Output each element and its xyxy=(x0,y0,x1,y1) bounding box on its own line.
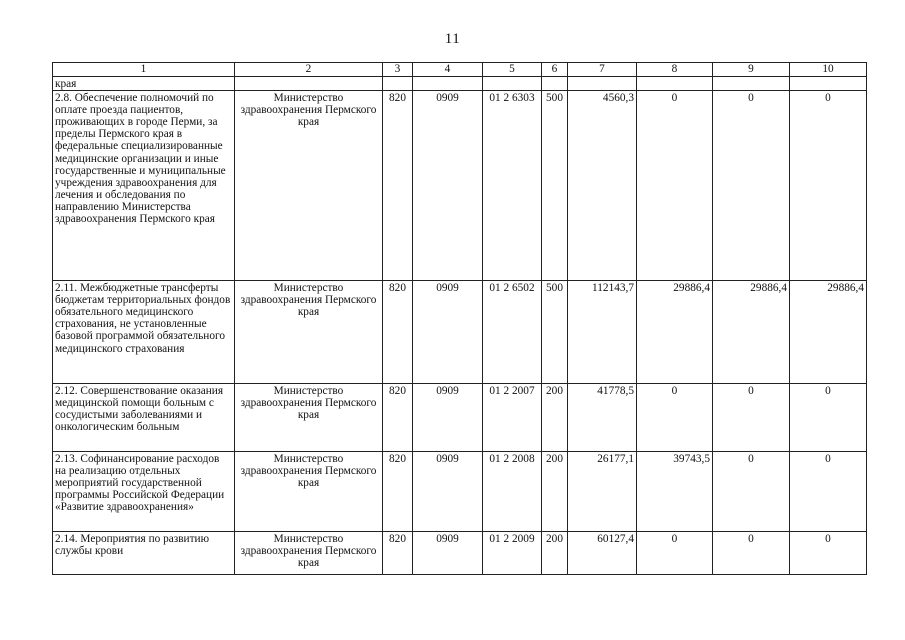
row-grbs-code: 820 xyxy=(383,281,413,384)
empty-cell xyxy=(383,77,413,91)
row-target-code: 01 2 2009 xyxy=(483,532,542,575)
row-expense-type: 200 xyxy=(542,532,568,575)
row-name: 2.13. Софинансирование расходов на реализацию отдельных мероприятий государственной программы Российской Федерации «Развитие здравоохранения» xyxy=(53,452,235,532)
row-grbs-code: 820 xyxy=(383,452,413,532)
row-section-code: 0909 xyxy=(413,384,483,452)
row-grbs-code: 820 xyxy=(383,384,413,452)
row-amount-col10: 0 xyxy=(790,91,867,281)
header-col-1: 1 xyxy=(53,63,235,77)
row-grbs-code: 820 xyxy=(383,532,413,575)
row-administrator: Министерство здравоохранения Пермского края xyxy=(235,532,383,575)
empty-cell xyxy=(542,77,568,91)
row-name: 2.14. Мероприятия по развитию службы крови xyxy=(53,532,235,575)
row-amount-col9: 0 xyxy=(713,91,790,281)
empty-cell xyxy=(637,77,713,91)
row-section-code: 0909 xyxy=(413,91,483,281)
row-target-code: 01 2 2008 xyxy=(483,452,542,532)
header-col-10: 10 xyxy=(790,63,867,77)
empty-cell xyxy=(483,77,542,91)
continuation-row xyxy=(53,77,867,91)
row-amount-col8: 0 xyxy=(637,384,713,452)
row-name: 2.8. Обеспечение полномочий по оплате проезда пациентов, проживающих в городе Перми, за пределы Пермского края в федеральные специализированные медицинские организации и иные государственные и муниципальные учреждения здравоохранения для лечения и обследования по направлению Министерства здравоохранения Пермского края xyxy=(53,91,235,281)
row-amount-col9: 0 xyxy=(713,384,790,452)
row-grbs-code: 820 xyxy=(383,91,413,281)
header-col-8: 8 xyxy=(637,63,713,77)
row-section-code: 0909 xyxy=(413,532,483,575)
row-amount-col7: 4560,3 xyxy=(568,91,637,281)
row-administrator: Министерство здравоохранения Пермского края xyxy=(235,281,383,384)
table-row xyxy=(53,281,867,384)
row-administrator: Министерство здравоохранения Пермского края xyxy=(235,91,383,281)
empty-cell xyxy=(790,77,867,91)
row-amount-col8: 39743,5 xyxy=(637,452,713,532)
table-row xyxy=(53,91,867,281)
row-expense-type: 500 xyxy=(542,281,568,384)
budget-table xyxy=(52,62,867,575)
row-target-code: 01 2 6303 xyxy=(483,91,542,281)
row-target-code: 01 2 2007 xyxy=(483,384,542,452)
row-amount-col10: 29886,4 xyxy=(790,281,867,384)
empty-cell xyxy=(235,77,383,91)
header-col-5: 5 xyxy=(483,63,542,77)
row-name: 2.11. Межбюджетные трансферты бюджетам территориальных фондов обязательного медицинского страхования, не установленные базовой программой обязательного медицинского страхования xyxy=(53,281,235,384)
row-amount-col10: 0 xyxy=(790,532,867,575)
row-section-code: 0909 xyxy=(413,281,483,384)
row-amount-col7: 26177,1 xyxy=(568,452,637,532)
row-amount-col10: 0 xyxy=(790,452,867,532)
row-amount-col8: 0 xyxy=(637,91,713,281)
header-col-6: 6 xyxy=(542,63,568,77)
table-row xyxy=(53,384,867,452)
table-row xyxy=(53,532,867,575)
row-amount-col10: 0 xyxy=(790,384,867,452)
row-amount-col7: 60127,4 xyxy=(568,532,637,575)
empty-cell xyxy=(713,77,790,91)
row-expense-type: 200 xyxy=(542,384,568,452)
continuation-text: края xyxy=(53,77,235,91)
row-amount-col7: 112143,7 xyxy=(568,281,637,384)
row-name: 2.12. Совершенствование оказания медицинской помощи больным с сосудистыми заболеваниями и онкологическим больным xyxy=(53,384,235,452)
table-row xyxy=(53,452,867,532)
row-expense-type: 200 xyxy=(542,452,568,532)
empty-cell xyxy=(413,77,483,91)
row-expense-type: 500 xyxy=(542,91,568,281)
row-administrator: Министерство здравоохранения Пермского края xyxy=(235,452,383,532)
row-amount-col8: 0 xyxy=(637,532,713,575)
row-amount-col9: 0 xyxy=(713,532,790,575)
row-administrator: Министерство здравоохранения Пермского края xyxy=(235,384,383,452)
header-col-9: 9 xyxy=(713,63,790,77)
header-col-4: 4 xyxy=(413,63,483,77)
row-amount-col9: 0 xyxy=(713,452,790,532)
row-target-code: 01 2 6502 xyxy=(483,281,542,384)
header-col-2: 2 xyxy=(235,63,383,77)
empty-cell xyxy=(568,77,637,91)
row-amount-col8: 29886,4 xyxy=(637,281,713,384)
header-col-7: 7 xyxy=(568,63,637,77)
row-section-code: 0909 xyxy=(413,452,483,532)
row-amount-col9: 29886,4 xyxy=(713,281,790,384)
page-number: 11 xyxy=(444,31,461,47)
row-amount-col7: 41778,5 xyxy=(568,384,637,452)
header-row xyxy=(53,63,867,77)
header-col-3: 3 xyxy=(383,63,413,77)
